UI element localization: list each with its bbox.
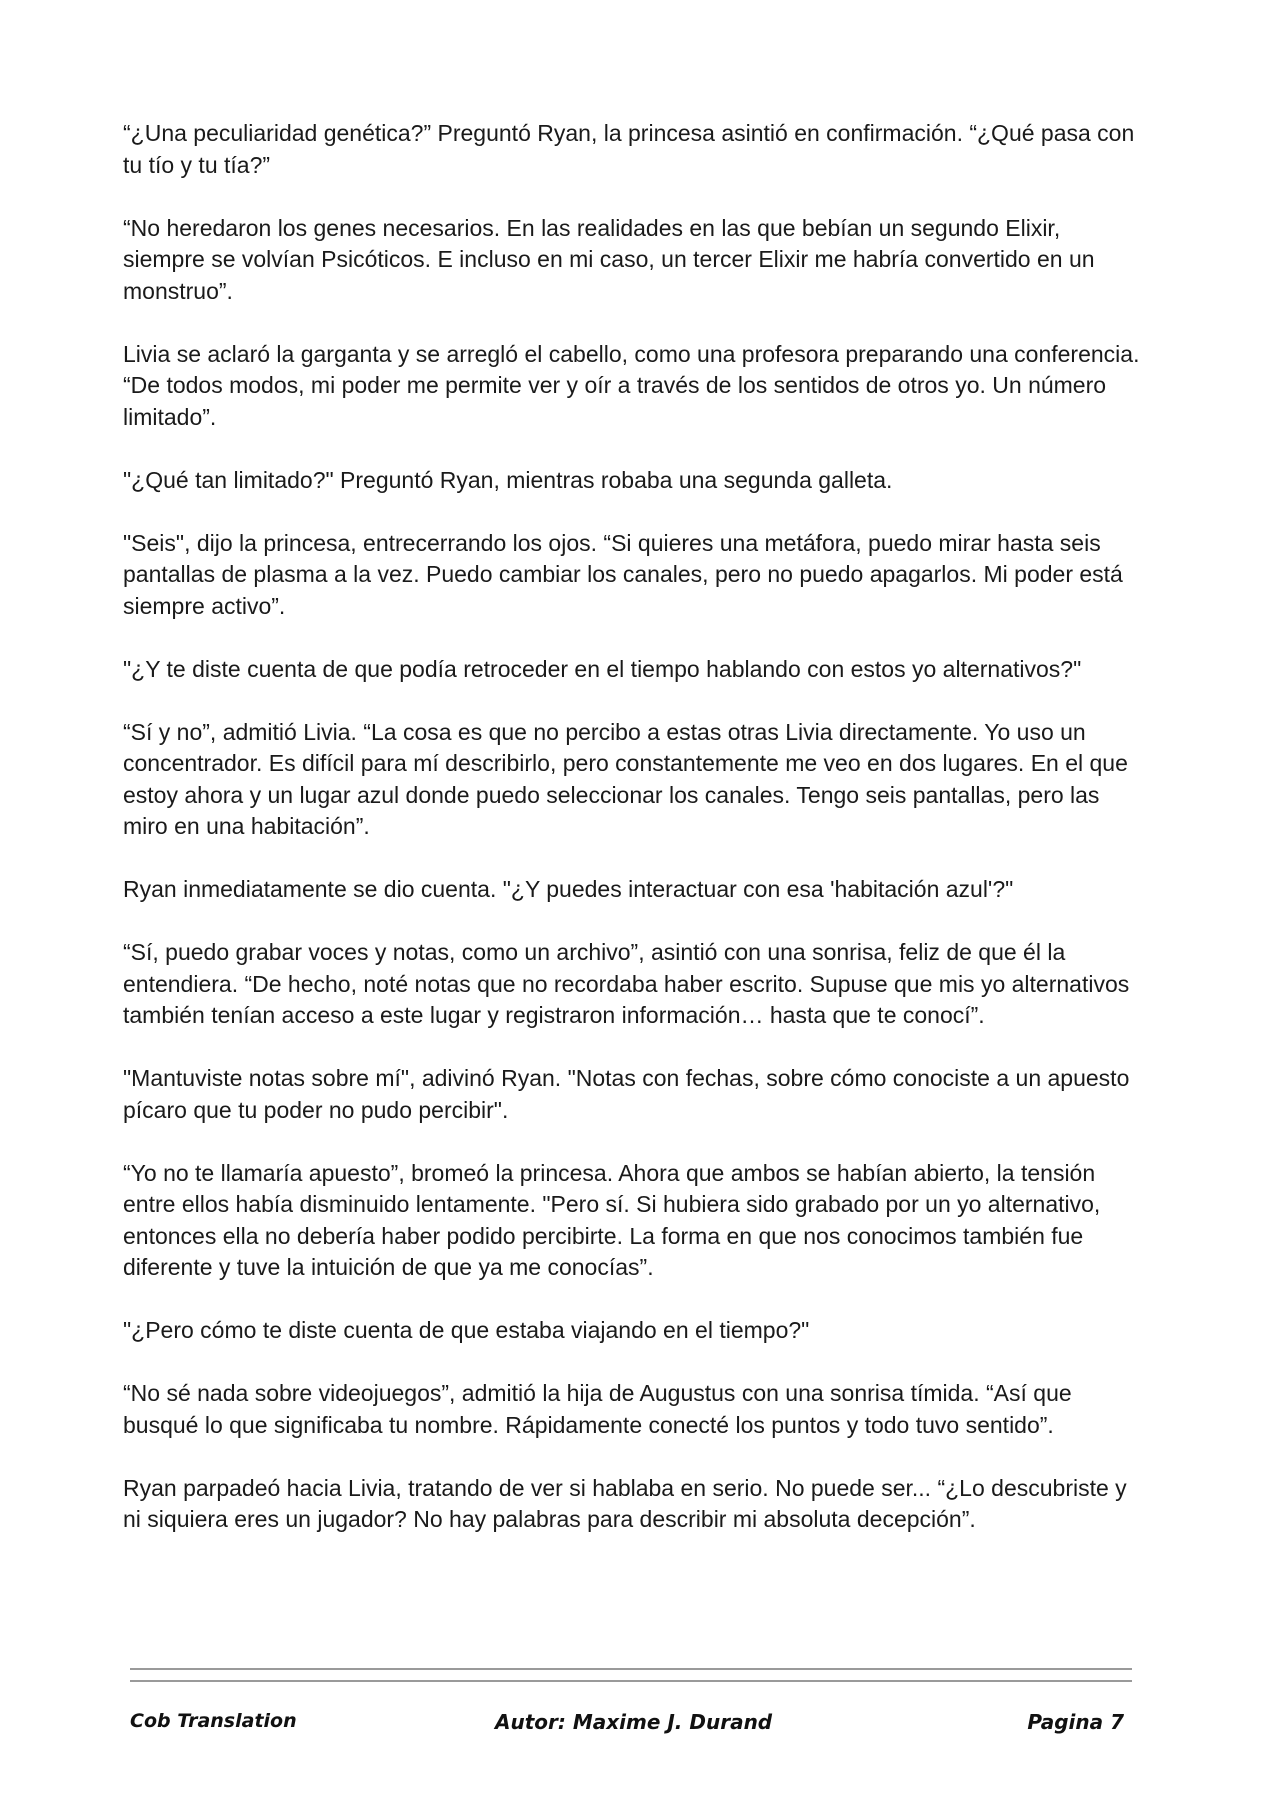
paragraph: “Sí, puedo grabar voces y notas, como un archivo”, asintió con una sonrisa, feliz de que él la entendiera. “De hecho, noté notas que no recordaba haber escrito. Supuse que mis yo alternativos también tenían acceso a este lugar y registraron información… hasta que te conocí”. bbox=[123, 939, 1130, 1028]
footer-author: Autor: Maxime J. Durand bbox=[495, 1710, 773, 1734]
paragraph: "¿Qué tan limitado?" Preguntó Ryan, mientras robaba una segunda galleta. bbox=[123, 466, 893, 493]
paragraph: "¿Pero cómo te diste cuenta de que estaba viajando en el tiempo?" bbox=[123, 1317, 810, 1343]
paragraph: Livia se aclaró la garganta y se arregló el cabello, como una profesora preparando una conferencia. “De todos modos, mi poder me permite ver y oír a través de los sentidos de otros yo. Un número limitado”. bbox=[123, 340, 1140, 430]
paragraph: Ryan parpadeó hacia Livia, tratando de ver si hablaba en serio. No puede ser... “¿Lo descubriste y ni siquiera eres un jugador? No hay palabras para describir mi absoluta decepción”. bbox=[123, 1474, 1127, 1532]
body-text bbox=[123, 118, 1148, 1567]
footer-page-number: Pagina 7 bbox=[1027, 1710, 1124, 1734]
paragraph: “No sé nada sobre videojuegos”, admitió la hija de Augustus con una sonrisa tímida. “Así que busqué lo que significaba tu nombre. Rápidamente conecté los puntos y todo tuvo sentido”. bbox=[123, 1380, 1072, 1438]
paragraph: “¿Una peculiaridad genética?” Preguntó Ryan, la princesa asintió en confirmación. “¿Qué pasa con tu tío y tu tía?” bbox=[123, 120, 1135, 178]
footer-divider-bottom bbox=[130, 1680, 1132, 1682]
paragraph: Ryan inmediatamente se dio cuenta. "¿Y puedes interactuar con esa 'habitación azul'?" bbox=[123, 876, 1014, 902]
paragraph: “No heredaron los genes necesarios. En las realidades en las que bebían un segundo Elixir, siempre se volvían Psicóticos. E incluso en mi caso, un tercer Elixir me habría convertido en un monstruo”. bbox=[123, 214, 1095, 304]
paragraph: "Mantuviste notas sobre mí", adivinó Ryan. "Notas con fechas, sobre cómo conociste a un apuesto pícaro que tu poder no pudo percibir". bbox=[123, 1065, 1130, 1123]
footer-divider-top bbox=[130, 1668, 1132, 1670]
paragraph: "¿Y te diste cuenta de que podía retroceder en el tiempo hablando con estos yo alternativos?" bbox=[123, 655, 1082, 682]
footer-translator: Cob Translation bbox=[130, 1710, 297, 1732]
paragraph: "Seis", dijo la princesa, entrecerrando los ojos. “Si quieres una metáfora, puedo mirar hasta seis pantallas de plasma a la vez. Puedo cambiar los canales, pero no puedo apagarlos. Mi poder está siempre activo”. bbox=[123, 529, 1123, 619]
paragraph: “Yo no te llamaría apuesto”, bromeó la princesa. Ahora que ambos se habían abierto, la tensión entre ellos había disminuido lentamente. "Pero sí. Si hubiera sido grabado por un yo alternativo, entonces ella no debería haber podido percibirte. La forma en que nos conocimos también fue diferente y tuve la intuición de que ya me conocías”. bbox=[123, 1159, 1101, 1280]
paragraph: “Sí y no”, admitió Livia. “La cosa es que no percibo a estas otras Livia directamente. Yo uso un concentrador. Es difícil para mí describirlo, pero constantemente me veo en dos lugares. En el que estoy ahora y un lugar azul donde puedo seleccionar los canales. Tengo seis pantallas, pero las miro en una habitación”. bbox=[123, 718, 1128, 839]
page-footer bbox=[130, 1710, 1132, 1742]
